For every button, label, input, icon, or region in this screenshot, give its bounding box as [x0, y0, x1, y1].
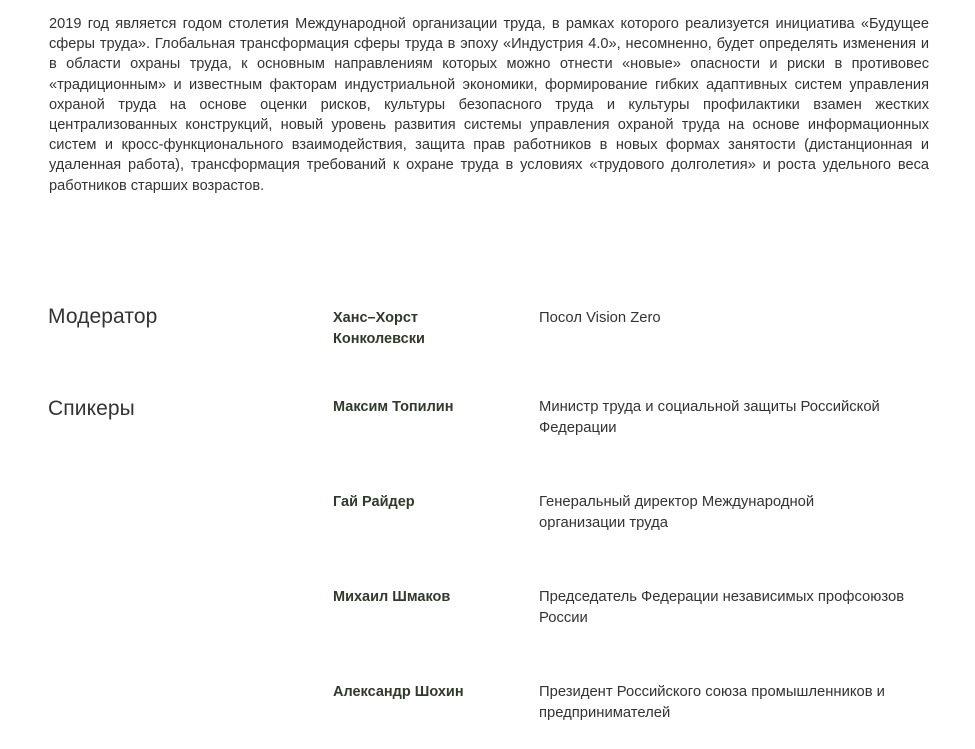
intro-paragraph: 2019 год является годом столетия Международной организации труда, в рамках которого реализуется инициатива «Будущее сферы труда». Глобальная трансформация сферы труда в эпоху «Индустрия 4.0», несомненно, будет определять изменения и в области охраны труда, к основным направлениям которых можно отнести «новые» опасности и риски в противовес «традиционным» и известным факторам индустриальной экономики, формирование гибких адаптивных систем управления охраной труда на основе оценки рисков, культуры безопасного труда и культуры профилактики взамен жестких централизованных конструкций, новый уровень развития системы управления охраной труда на основе информационных систем и кросс-функционального взаимодействия, защита прав работников в новых формах занятости (дистанционная и удаленная работа), трансформация требований к охране труда в условиях «трудового долголетия» и роста удельного веса работников старших возрастов. — [49, 16, 929, 194]
speaker-name: Гай Райдер — [333, 494, 415, 510]
speaker-name: Александр Шохин — [333, 684, 464, 700]
speaker-name: Михаил Шмаков — [333, 589, 451, 605]
speakers-heading: Спикеры — [48, 397, 135, 420]
speaker-role: Президент Российского союза промышленников и предпринимателей — [539, 684, 885, 721]
speaker-role: Генеральный директор Международной организации труда — [539, 494, 815, 531]
moderator-name: Ханс–Хорст Конколевски — [333, 310, 425, 347]
speaker-name: Максим Топилин — [333, 399, 454, 415]
moderator-role: Посол Vision Zero — [539, 310, 661, 326]
speaker-role: Председатель Федерации независимых профсоюзов России — [539, 589, 905, 626]
speaker-role: Министр труда и социальной защиты Российской Федерации — [539, 399, 880, 436]
moderator-heading: Модератор — [48, 305, 158, 328]
